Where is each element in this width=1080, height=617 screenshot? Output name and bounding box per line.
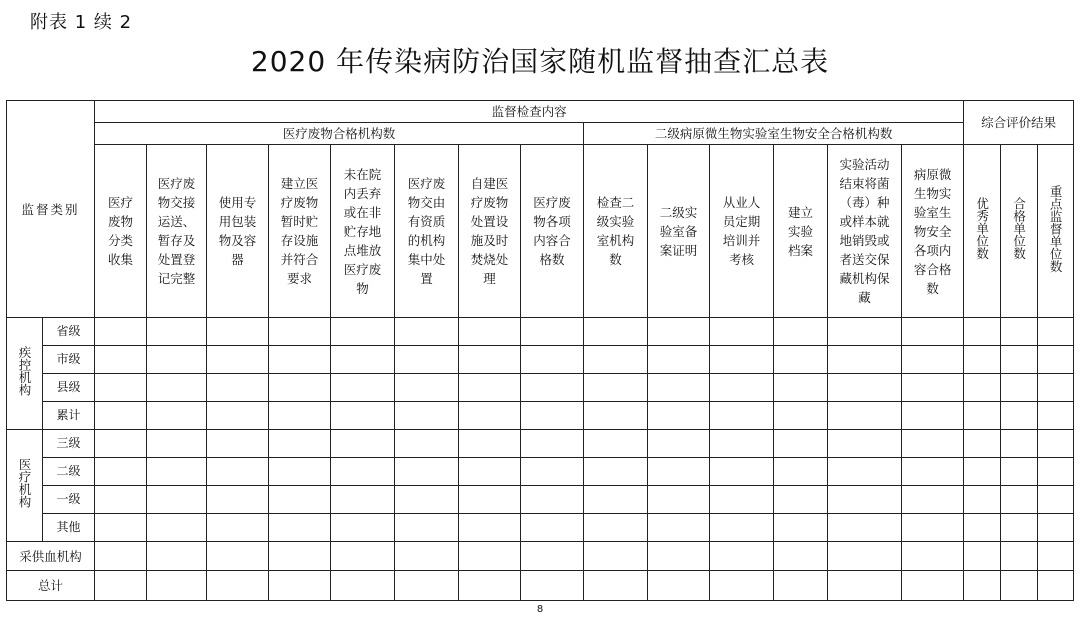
- row-label: 县级: [43, 374, 95, 402]
- column-header-label: 优秀单位数: [974, 197, 990, 260]
- column-header: [331, 145, 395, 318]
- column-header: [147, 145, 207, 318]
- column-header-label: 重点监督单位数: [1048, 184, 1064, 273]
- row-label-total: 总计: [7, 571, 95, 601]
- group-yl-label: 医疗机构: [17, 458, 32, 508]
- column-header-row: [7, 145, 1074, 318]
- column-header: [902, 145, 964, 318]
- column-header: [964, 145, 1001, 318]
- column-header-label: 检查二 级实验 室机构 数: [596, 195, 635, 267]
- column-header: [1038, 145, 1074, 318]
- annex-label: 附表 1 续 2: [30, 12, 133, 33]
- column-header: [774, 145, 828, 318]
- group-jk-label: 疾控机构: [17, 346, 32, 396]
- group-c-header: 综合评价结果: [964, 101, 1074, 145]
- group-top-header: 监督检查内容: [95, 101, 964, 123]
- column-header-label: 从业人 员定期 培训并 考核: [722, 195, 761, 267]
- column-header: [269, 145, 331, 318]
- column-header-label: 病原微 生物实 验室生 物安全 各项内 容合格 数: [913, 166, 952, 296]
- column-header-label: 医疗废 物交由 有资质 的机构 集中处 置: [407, 176, 446, 286]
- column-header-label: 自建医 疗废物 处置设 施及时 焚烧处 理: [470, 176, 509, 286]
- column-header: [395, 145, 459, 318]
- column-header: [648, 145, 710, 318]
- row-header-label: 监督类别: [21, 201, 80, 217]
- column-header-label: 使用专 用包装 物及容 器: [218, 195, 257, 267]
- row-label-cxj: 采供血机构: [7, 542, 95, 571]
- row-label: 其他: [43, 514, 95, 542]
- page-number: 8: [536, 604, 544, 615]
- column-header: [828, 145, 902, 318]
- column-header-label: 建立 实验 档案: [788, 204, 814, 258]
- row-header-cell: [7, 101, 95, 318]
- column-header: [584, 145, 648, 318]
- column-header: [710, 145, 774, 318]
- column-header-label: 医疗废 物各项 内容合 格数: [533, 195, 571, 267]
- column-header-label: 合格单位数: [1011, 197, 1027, 260]
- row-label: 三级: [43, 430, 95, 458]
- column-header: [459, 145, 521, 318]
- column-header-label: 建立医 疗废物 暂时贮 存设施 并符合 要求: [280, 176, 319, 286]
- row-label: 市级: [43, 346, 95, 374]
- column-header-label: 医疗废 物交接 运送、 暂存及 处置登 记完整: [157, 176, 196, 286]
- group-a-header: 医疗废物合格机构数: [95, 123, 584, 145]
- column-header-label: 二级实 验室备 案证明: [659, 204, 698, 258]
- row-label: 二级: [43, 458, 95, 486]
- column-header-label: 未在院 内丢弃 或在非 贮存地 点堆放 医疗废 物: [343, 166, 382, 296]
- column-header: [521, 145, 584, 318]
- column-header: [207, 145, 269, 318]
- group-yl-cell: [7, 430, 43, 542]
- column-header-label: 医疗 废物 分类 收集: [108, 195, 134, 267]
- summary-table: [6, 100, 1074, 601]
- group-b-header: 二级病原微生物实验室生物安全合格机构数: [584, 123, 964, 145]
- column-header: [1001, 145, 1038, 318]
- column-header-label: 实验活动 结束将菌 （毒）种 或样本就 地销毁或 者送交保 藏机构保 藏: [839, 157, 890, 305]
- page-title: 2020 年传染病防治国家随机监督抽查汇总表: [250, 45, 830, 78]
- row-label: 累计: [43, 402, 95, 430]
- row-label: 一级: [43, 486, 95, 514]
- group-jk-cell: [7, 318, 43, 430]
- column-header: [95, 145, 147, 318]
- row-label: 省级: [43, 318, 95, 346]
